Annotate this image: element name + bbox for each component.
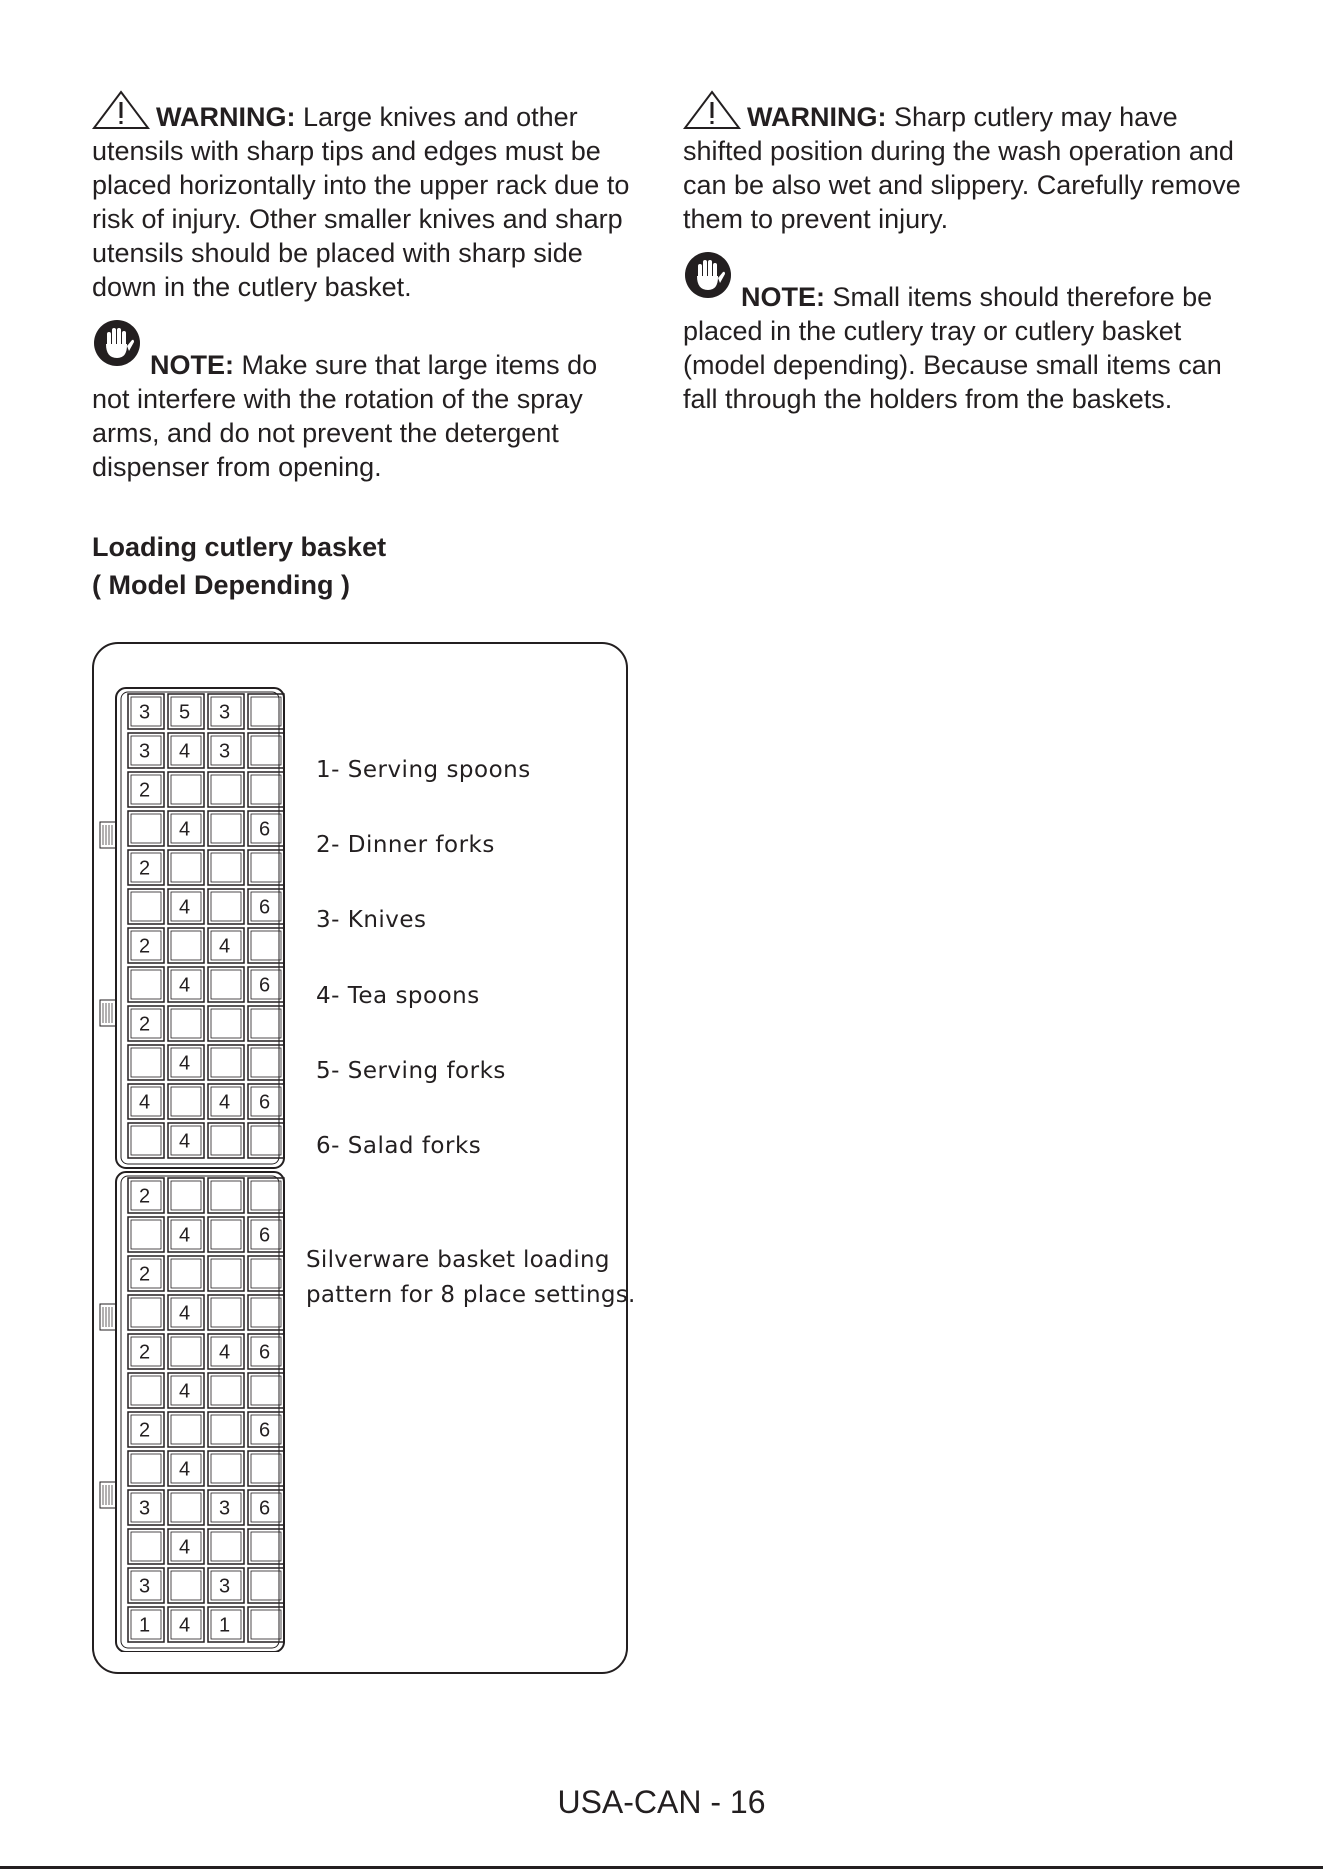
basket-cell xyxy=(128,889,164,924)
basket-cell xyxy=(168,1084,204,1119)
section-heading xyxy=(92,528,386,604)
basket-handle xyxy=(100,1482,116,1508)
basket-cell xyxy=(168,1178,204,1213)
cell-number: 3 xyxy=(139,701,151,724)
warning-triangle-icon xyxy=(92,90,150,130)
lower-basket xyxy=(116,1172,284,1652)
cell-number: 4 xyxy=(179,1130,191,1153)
upper-basket xyxy=(116,688,284,1168)
warning-paragraph xyxy=(92,90,637,304)
note-label: NOTE: xyxy=(150,350,234,380)
basket-cell xyxy=(168,1334,204,1369)
cell-number: 2 xyxy=(139,935,151,958)
basket-cell xyxy=(208,1373,244,1408)
caption-line: Silverware basket loading xyxy=(306,1247,610,1273)
basket-cell xyxy=(208,1451,244,1486)
cell-number: 4 xyxy=(179,1536,191,1559)
basket-cell xyxy=(208,811,244,846)
basket-cell xyxy=(208,1412,244,1447)
basket-handle xyxy=(100,1304,116,1330)
legend-item: 4- Tea spoons xyxy=(316,983,480,1009)
cell-number: 3 xyxy=(139,740,151,763)
cell-number: 2 xyxy=(139,1419,151,1442)
cell-number: 6 xyxy=(259,1091,271,1114)
warning-paragraph xyxy=(683,90,1243,236)
cell-number: 3 xyxy=(219,740,231,763)
basket-cell xyxy=(208,1178,244,1213)
cell-number: 1 xyxy=(139,1614,151,1637)
cell-number: 4 xyxy=(179,974,191,997)
basket-cell xyxy=(168,850,204,885)
cell-number: 4 xyxy=(179,1224,191,1247)
cell-number: 3 xyxy=(219,701,231,724)
cell-number: 3 xyxy=(139,1575,151,1598)
cell-number: 2 xyxy=(139,857,151,880)
cell-number: 4 xyxy=(179,1302,191,1325)
note-paragraph xyxy=(683,258,1243,416)
cell-number: 6 xyxy=(259,818,271,841)
basket-cell xyxy=(128,1045,164,1080)
basket-cell xyxy=(168,1568,204,1603)
cell-number: 2 xyxy=(139,1341,151,1364)
caption-line: pattern for 8 place settings. xyxy=(306,1282,636,1308)
cell-number: 3 xyxy=(219,1497,231,1520)
cell-number: 4 xyxy=(179,1380,191,1403)
basket-cell xyxy=(128,1529,164,1564)
note-paragraph xyxy=(92,326,637,484)
basket-cell xyxy=(168,1256,204,1291)
stop-hand-icon xyxy=(683,250,733,300)
basket-cell xyxy=(208,1123,244,1158)
note-text: Small items should therefore be placed in the cutlery tray or cutlery basket (model depending). Because small items can fall through the holders from the baskets. xyxy=(683,282,1222,414)
warning-label: WARNING: xyxy=(156,102,296,132)
cell-number: 3 xyxy=(219,1575,231,1598)
basket-cell xyxy=(168,772,204,807)
cell-number: 2 xyxy=(139,1185,151,1208)
basket-cell xyxy=(208,850,244,885)
basket-cell xyxy=(208,1529,244,1564)
diagram-caption xyxy=(306,1243,636,1313)
cell-number: 5 xyxy=(179,701,191,724)
heading-line: ( Model Depending ) xyxy=(92,570,350,600)
warning-text: Large knives and other utensils with sharp tips and edges must be placed horizontally into the upper rack due to risk of injury. Other smaller knives and sharp utensils should be placed with sharp side down in the cutlery basket. xyxy=(92,102,630,302)
basket-cell xyxy=(208,772,244,807)
cell-number: 4 xyxy=(179,818,191,841)
cell-number: 4 xyxy=(219,1341,231,1364)
legend-item: 6- Salad forks xyxy=(316,1133,482,1159)
cell-number: 4 xyxy=(179,1614,191,1637)
basket-cell xyxy=(208,967,244,1002)
basket-handle xyxy=(100,1000,116,1026)
cell-number: 2 xyxy=(139,1013,151,1036)
cell-number: 2 xyxy=(139,1263,151,1286)
warning-triangle-icon xyxy=(683,90,741,130)
basket-cell xyxy=(128,1373,164,1408)
note-label: NOTE: xyxy=(741,282,825,312)
basket-cell xyxy=(128,1217,164,1252)
cell-number: 4 xyxy=(219,1091,231,1114)
cell-number: 1 xyxy=(219,1614,231,1637)
cell-number: 4 xyxy=(179,1458,191,1481)
basket-cell xyxy=(208,1295,244,1330)
right-column xyxy=(683,90,1243,416)
basket-cell xyxy=(168,1490,204,1525)
basket-cell xyxy=(208,1006,244,1041)
cell-number: 4 xyxy=(219,935,231,958)
basket-cell xyxy=(128,967,164,1002)
cutlery-basket-diagram xyxy=(96,682,296,1652)
legend-item: 5- Serving forks xyxy=(316,1058,506,1084)
basket-cell xyxy=(208,1045,244,1080)
page-number: USA-CAN - 16 xyxy=(557,1784,766,1820)
cell-number: 3 xyxy=(139,1497,151,1520)
cell-number: 6 xyxy=(259,896,271,919)
cell-number: 6 xyxy=(259,1497,271,1520)
note-text: Make sure that large items do not interfere with the rotation of the spray arms, and do not prevent the detergent dispenser from opening. xyxy=(92,350,598,482)
cell-number: 2 xyxy=(139,779,151,802)
cell-number: 4 xyxy=(179,740,191,763)
cell-number: 6 xyxy=(259,1419,271,1442)
legend-item: 1- Serving spoons xyxy=(316,757,531,783)
cell-number: 4 xyxy=(179,896,191,919)
cell-number: 6 xyxy=(259,974,271,997)
cell-number: 6 xyxy=(259,1224,271,1247)
warning-label: WARNING: xyxy=(747,102,887,132)
basket-handle xyxy=(100,822,116,848)
basket-cell xyxy=(128,1295,164,1330)
basket-cell xyxy=(128,1451,164,1486)
legend-item: 2- Dinner forks xyxy=(316,832,495,858)
stop-hand-icon xyxy=(92,318,142,368)
cell-number: 6 xyxy=(259,1341,271,1364)
heading-line: Loading cutlery basket xyxy=(92,532,387,562)
basket-cell xyxy=(128,1123,164,1158)
basket-cell xyxy=(128,811,164,846)
warning-text: Sharp cutlery may have shifted position during the wash operation and can be also wet and slippery. Carefully remove them to prevent injury. xyxy=(683,102,1241,234)
left-column xyxy=(92,90,637,484)
basket-cell xyxy=(208,889,244,924)
legend-item: 3- Knives xyxy=(316,907,427,933)
cell-number: 4 xyxy=(179,1052,191,1075)
basket-cell xyxy=(208,1256,244,1291)
basket-cell xyxy=(168,928,204,963)
basket-cell xyxy=(168,1412,204,1447)
bottom-rule xyxy=(0,1866,1323,1869)
cell-number: 4 xyxy=(139,1091,151,1114)
basket-cell xyxy=(208,1217,244,1252)
basket-cell xyxy=(168,1006,204,1041)
